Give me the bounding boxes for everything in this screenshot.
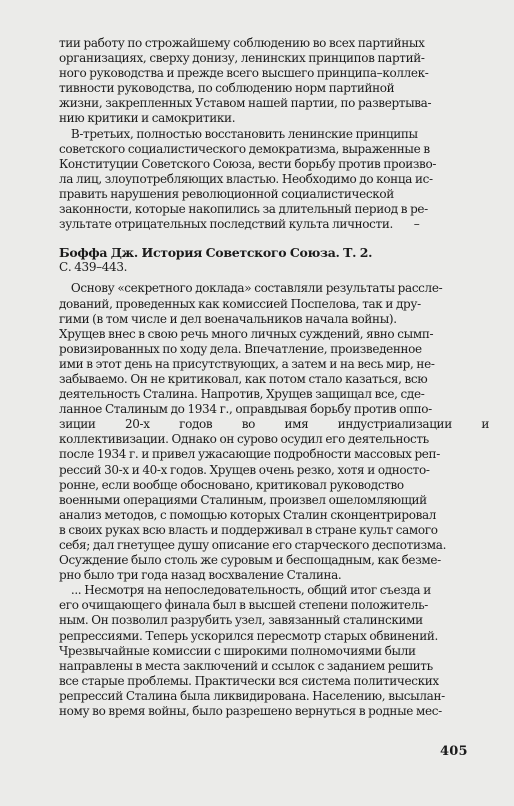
text-line: ного руководства и прежде всего высшего принципа–коллек- (59, 66, 429, 81)
paragraph-continued (59, 36, 461, 232)
text-line: военными операциями Сталиным, произвел ошеломляющий (59, 492, 427, 507)
page-number: 405 (440, 744, 468, 759)
text-line: его очищающего финала был в высшей степени положитель- (59, 598, 428, 613)
text-line: ими в этот день на присутствующих, а затем и на весь мир, не- (59, 356, 435, 371)
text-line: анализ методов, с помощью которых Сталин сконцентрировал (59, 507, 437, 522)
text-line: ла лиц, злоупотребляющих властью. Необходимо до конца ис- (59, 171, 433, 186)
text-line: дований, проведенных как комиссией Поспелова, так и дру- (59, 296, 421, 311)
page-content (59, 36, 489, 719)
text-line: В-третьих, полностью восстановить ленинские принципы (59, 126, 418, 141)
text-line: ронне, если вообще обосновано, критиковал руководство (59, 477, 404, 492)
text-line: после 1934 г. и привел ужасающие подробности массовых реп- (59, 447, 440, 462)
source-citation (59, 245, 461, 275)
quoted-excerpt (59, 281, 489, 719)
text-line: деятельность Сталина. Напротив, Хрущев защищал все, сде- (59, 387, 425, 402)
spacer (59, 232, 461, 245)
text-line: тивности руководства, по соблюдению норм партийной (59, 81, 395, 96)
text-line: нию критики и самокритики. (59, 111, 236, 126)
text-line: ланное Сталиным до 1934 г., оправдывая борьбу против оппо- (59, 402, 432, 417)
text-line: жизни, закрепленных Уставом нашей партии, по развертыва- (59, 96, 432, 111)
text-line: забываемо. Он не критиковал, как потом стало казаться, всю (59, 371, 428, 386)
text-line: Основу «секретного доклада» составляли результаты рассле- (59, 281, 443, 296)
source-pages: С. 439–443. (59, 260, 128, 275)
text-line: в своих руках всю власть и поддерживал в стране культ самого (59, 522, 438, 537)
text-line: все старые проблемы. Практически вся система политических (59, 673, 439, 688)
text-line: коллективизации. Однако он сурово осудил его деятельность (59, 432, 429, 447)
text-line: законности, которые накопились за длительный период в ре- (59, 202, 428, 217)
text-line: Хрущев внес в свою речь много личных суждений, явно сымп- (59, 326, 434, 341)
text-line: зультате отрицательных последствий культа личности. – (59, 217, 420, 232)
text-line: править нарушения революционной социалистической (59, 186, 394, 201)
text-line: рессий 30-х и 40-х годов. Хрущев очень резко, хотя и односто- (59, 462, 430, 477)
text-line: ровизированных по ходу дела. Впечатление, произведенное (59, 341, 422, 356)
text-line: репрессиями. Теперь ускорился пересмотр старых обвинений. (59, 628, 438, 643)
text-line: ным. Он позволил разрубить узел, завязанный сталинскими (59, 613, 423, 628)
text-line: ному во время войны, было разрешено вернуться в родные мес- (59, 704, 442, 719)
text-line: Конституции Советского Союза, вести борьбу против произво- (59, 156, 437, 171)
text-line: гими (в том числе и дел военачальников начала войны). (59, 311, 397, 326)
text-line: ... Несмотря на непоследовательность, общий итог съезда и (59, 583, 431, 598)
source-title: Боффа Дж. История Советского Союза. Т. 2. (59, 245, 373, 261)
text-line: организациях, сверху донизу, ленинских принципов партий- (59, 51, 425, 66)
text-line: тии работу по строжайшему соблюдению во всех партийных (59, 36, 425, 50)
text-line: рно было три года назад восхваление Сталина. (59, 568, 342, 583)
text-line: зиции 20-х годов во имя индустриализации и (59, 417, 489, 432)
text-line: Осуждение было столь же суровым и беспощадным, как безме- (59, 553, 441, 568)
text-line: репрессий Сталина была ликвидирована. Населению, высылан- (59, 688, 445, 703)
text-line: советского социалистического демократизма, выраженные в (59, 141, 430, 156)
text-line: направлены в места заключений и ссылок с заданием решить (59, 658, 433, 673)
text-line: Чрезвычайные комиссии с широкими полномочиями были (59, 643, 416, 658)
text-line: себя; дал гнетущее душу описание его старческого деспотизма. (59, 538, 447, 552)
